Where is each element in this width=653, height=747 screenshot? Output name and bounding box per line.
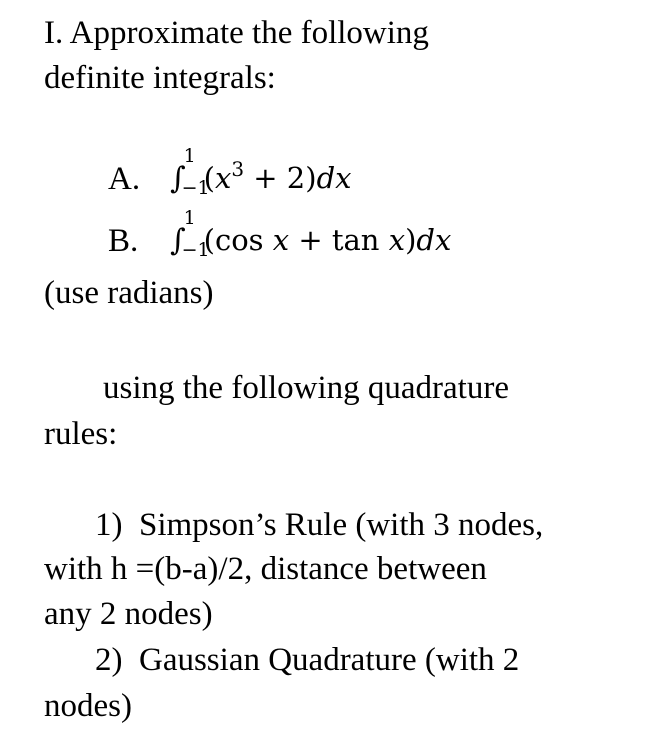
integral-a-expression [170, 145, 352, 199]
integral-b-text-before: (cos [203, 223, 273, 257]
integral-a-limits [181, 145, 210, 199]
integral-sign: ∫ [170, 223, 186, 258]
integral-sign: ∫ [170, 161, 186, 196]
integral-a-exponent: 3 [231, 157, 245, 181]
integral-b-upper-limit: 1 [183, 207, 196, 229]
integral-b-variable-1: x [272, 223, 290, 257]
integral-a-upper-limit: 1 [183, 145, 196, 167]
rule-2-line-1: 2) Gaussian Quadrature (with 2 [95, 642, 520, 678]
rule-1-line-1: 1) Simpson’s Rule (with 3 nodes, [95, 507, 544, 543]
intro-line-2: rules: [44, 416, 118, 452]
rule-1-line-2: with h =(b-a)/2, distance between [44, 551, 487, 587]
integral-a-rest: + 2) [244, 161, 317, 195]
integral-a-lower-limit: −1 [181, 177, 210, 199]
integral-b-label: B. [108, 223, 139, 259]
intro-line-1: using the following quadrature [103, 370, 509, 406]
integral-a-label: A. [108, 161, 141, 197]
integral-b-limits [181, 207, 210, 261]
integral-b-text-middle: + tan [289, 223, 389, 257]
integral-b-dx: dx [416, 223, 452, 257]
integral-b-lower-limit: −1 [181, 239, 210, 261]
integral-a-open-paren: ( [203, 161, 215, 195]
integral-b-expression [170, 207, 452, 261]
units-note: (use radians) [44, 275, 214, 311]
heading-line-1: I. Approximate the following [44, 15, 429, 51]
integral-a-variable: x [214, 161, 232, 195]
rule-2-line-2: nodes) [44, 688, 132, 724]
integral-b-variable-2: x [388, 223, 406, 257]
integral-b-close-paren: ) [405, 223, 417, 257]
rule-1-line-3: any 2 nodes) [44, 596, 213, 632]
heading-line-2: definite integrals: [44, 60, 276, 96]
integral-a-dx: dx [316, 161, 352, 195]
